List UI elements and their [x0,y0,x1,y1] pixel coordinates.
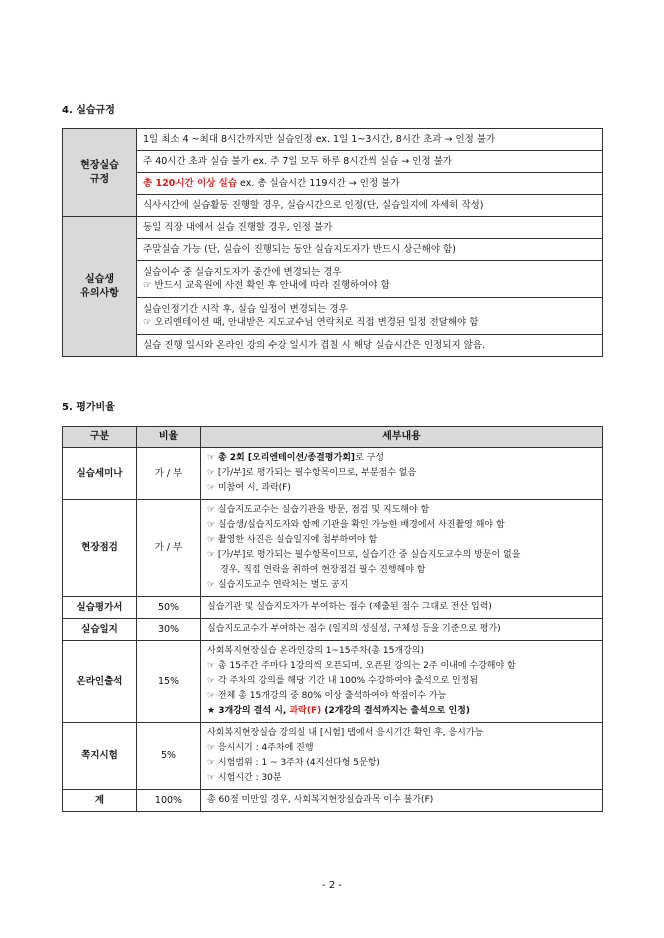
detail-line [207,533,596,548]
detail-line [207,622,596,637]
detail-text: 로 구성 [355,453,384,463]
evaluation-row [63,619,603,641]
evaluation-row [63,448,603,500]
rule-group-label [63,129,137,217]
evaluation-row [63,790,603,812]
evaluation-details [201,723,603,790]
evaluation-details [201,619,603,641]
rule-text-part: 1일 최소 4 ~최대 8시간까지만 실습인정 ex. 1일 1~3시간, 8시간 초과 → 인정 불가 [143,133,496,145]
detail-text: ☞ 실습생/실습지도자와 함께 기관을 확인 가능한 배경에서 사진촬영 해야 함 [207,520,505,530]
evaluation-category: 쪽지시험 [63,723,137,790]
detail-line [207,659,596,674]
practice-rules-table [62,128,603,357]
rule-row [63,239,603,261]
detail-line [207,503,596,518]
evaluation-category: 계 [63,790,137,812]
detail-line [207,600,596,615]
section-5-title: 5. 평가비율 [62,402,115,413]
detail-text: 사회복지현장실습 온라인강의 1~15주차(총 15개강의) [207,646,424,656]
evaluation-category: 실습일지 [63,619,137,641]
rule-text [137,173,603,195]
evaluation-ratio: 15% [137,641,201,723]
evaluation-ratio: 5% [137,723,201,790]
detail-line [207,741,596,756]
evaluation-ratio: 가 / 부 [137,448,201,500]
rule-text-part: 실습 진행 일시와 온라인 강의 수강 일시가 겹칠 시 해당 실습시간은 인정되지 않음. [143,339,486,351]
detail-line [207,793,596,808]
rule-text-part: 주 40시간 초과 실습 불가 ex. 주 7일 모두 하루 8시간씩 실습 → 인정 불가 [143,155,452,167]
detail-text: 사회복지현장실습 강의실 내 [시험] 탭에서 응시기간 확인 후, 응시가능 [207,728,484,738]
rule-text-part: ☞ 반드시 교육원에 사전 확인 후 안내에 따라 진행하여야 함 [143,280,390,291]
detail-text: 경우, 직접 연락을 취하여 현장점검 필수 진행해야 함 [220,565,426,575]
detail-text: ☞ 실습지도교수는 실습기관을 방문, 점검 및 지도해야 함 [207,505,430,515]
detail-text: ★ 3개강의 결석 시, [207,706,290,716]
rule-group-label [63,217,137,357]
detail-text: ☞ 각 주차의 강의를 해당 기간 내 100% 수강하여야 출석으로 인정됨 [207,676,479,686]
evaluation-category: 현장점검 [63,500,137,597]
rule-row [63,261,603,298]
rule-text-part: ex. 총 실습시간 119시간 → 인정 불가 [237,177,400,189]
rule-text-part: 식사시간에 실습활동 진행할 경우, 실습시간으로 인정(단, 실습일지에 자세히 작성) [143,199,484,211]
detail-text: 과락(F) [289,706,322,716]
detail-line [207,578,596,593]
detail-line [207,451,596,466]
detail-line [207,674,596,689]
rule-group-label-line: 유의사항 [80,287,119,299]
detail-line [207,704,596,719]
evaluation-row [63,500,603,597]
evaluation-details [201,500,603,597]
header-category: 구분 [63,427,137,448]
rule-text-part: 동일 직장 내에서 실습 진행할 경우, 인정 불가 [143,221,333,233]
detail-text: ☞ 시험시간 : 30분 [207,773,282,783]
evaluation-row [63,597,603,619]
detail-line [207,756,596,771]
detail-text: (2개강의 결석까지는 출석으로 인정) [321,706,470,716]
header-details: 세부내용 [201,427,603,448]
detail-text: 총 60점 미만일 경우, 사회복지현장실습과목 이수 불가(F) [207,795,434,805]
detail-text: ☞ 미참여 시, 과락(F) [207,483,291,493]
detail-text: ☞ [가/부]로 평가되는 필수항목이므로, 실습기간 중 실습지도교수의 방문이 없을 [207,550,521,560]
detail-line [207,466,596,481]
rule-text-part: 주말실습 가능 (단, 실습이 진행되는 동안 실습지도자가 반드시 상근해야 함) [143,243,456,255]
header-row [63,427,603,448]
rule-text [137,151,603,173]
detail-text: ☞ 촬영한 사진은 실습일지에 첨부하여야 함 [207,535,378,545]
evaluation-details [201,448,603,500]
detail-line [207,548,596,563]
detail-text: ☞ 총 15주간 주마다 1강의씩 오픈되며, 오픈된 강의는 2주 이내에 수강해야 함 [207,661,516,671]
evaluation-category: 실습평가서 [63,597,137,619]
detail-text: ☞ 시험범위 : 1 ~ 3주차 (4지선다형 5문항) [207,758,380,768]
rule-text [137,217,603,239]
detail-line [207,771,596,786]
detail-line [207,644,596,659]
detail-line [207,726,596,741]
rule-text [137,261,603,298]
evaluation-category: 실습세미나 [63,448,137,500]
evaluation-ratio: 100% [137,790,201,812]
evaluation-ratio: 50% [137,597,201,619]
rule-row [63,335,603,357]
rule-row [63,129,603,151]
section-4-title: 4. 실습규정 [62,105,115,116]
detail-text: ☞ 전체 총 15개강의 중 80% 이상 출석하여야 학점이수 가능 [207,691,447,701]
evaluation-details [201,641,603,723]
header-ratio: 비율 [137,427,201,448]
detail-text: ☞ 실습지도교수 연락처는 별도 공지 [207,580,349,590]
detail-text: ☞ 응시시기 : 4주차에 진행 [207,743,314,753]
detail-text: 총 2회 [오리엔테이션/종결평가회] [217,453,356,463]
evaluation-category: 온라인출석 [63,641,137,723]
rule-group-label-line: 실습생 [85,273,114,285]
rule-text [137,298,603,335]
rule-text-part: 총 120시간 이상 실습 [143,177,237,189]
evaluation-ratio-table [62,426,603,812]
rule-text [137,195,603,217]
rule-text [137,129,603,151]
page-number: - 2 - [322,880,342,891]
detail-line [207,689,596,704]
rule-text [137,239,603,261]
evaluation-ratio: 30% [137,619,201,641]
rule-group-label-line: 규정 [89,173,110,185]
rule-row [63,173,603,195]
detail-text: 실습지도교수가 부여하는 점수 (일지의 성실성, 구체성 등을 기준으로 평가) [207,624,501,634]
rule-row [63,298,603,335]
rule-row [63,217,603,239]
evaluation-row [63,723,603,790]
rule-text-part: 실습인정기간 시작 후, 실습 일정이 변경되는 경우 [143,303,348,315]
rule-text [137,335,603,357]
evaluation-row [63,641,603,723]
evaluation-details [201,790,603,812]
detail-text: ☞ [207,453,218,463]
evaluation-ratio: 가 / 부 [137,500,201,597]
detail-line [207,518,596,533]
rule-row [63,151,603,173]
rule-group-label-line: 현장실습 [80,159,119,171]
detail-line [207,563,596,578]
detail-text: 실습기관 및 실습지도자가 부여하는 점수 (제출된 점수 그대로 전산 입력) [207,602,492,612]
rule-row [63,195,603,217]
rule-text-part: 실습이수 중 실습지도자가 중간에 변경되는 경우 [143,266,342,278]
rule-text-part: ☞ 오리엔테이션 때, 안내받은 지도교수님 연락처로 직접 변경된 일정 전달해야 함 [143,317,479,328]
detail-text: ☞ [가/부]로 평가되는 필수항목이므로, 부분점수 없음 [207,468,417,478]
detail-line [207,481,596,496]
evaluation-details [201,597,603,619]
